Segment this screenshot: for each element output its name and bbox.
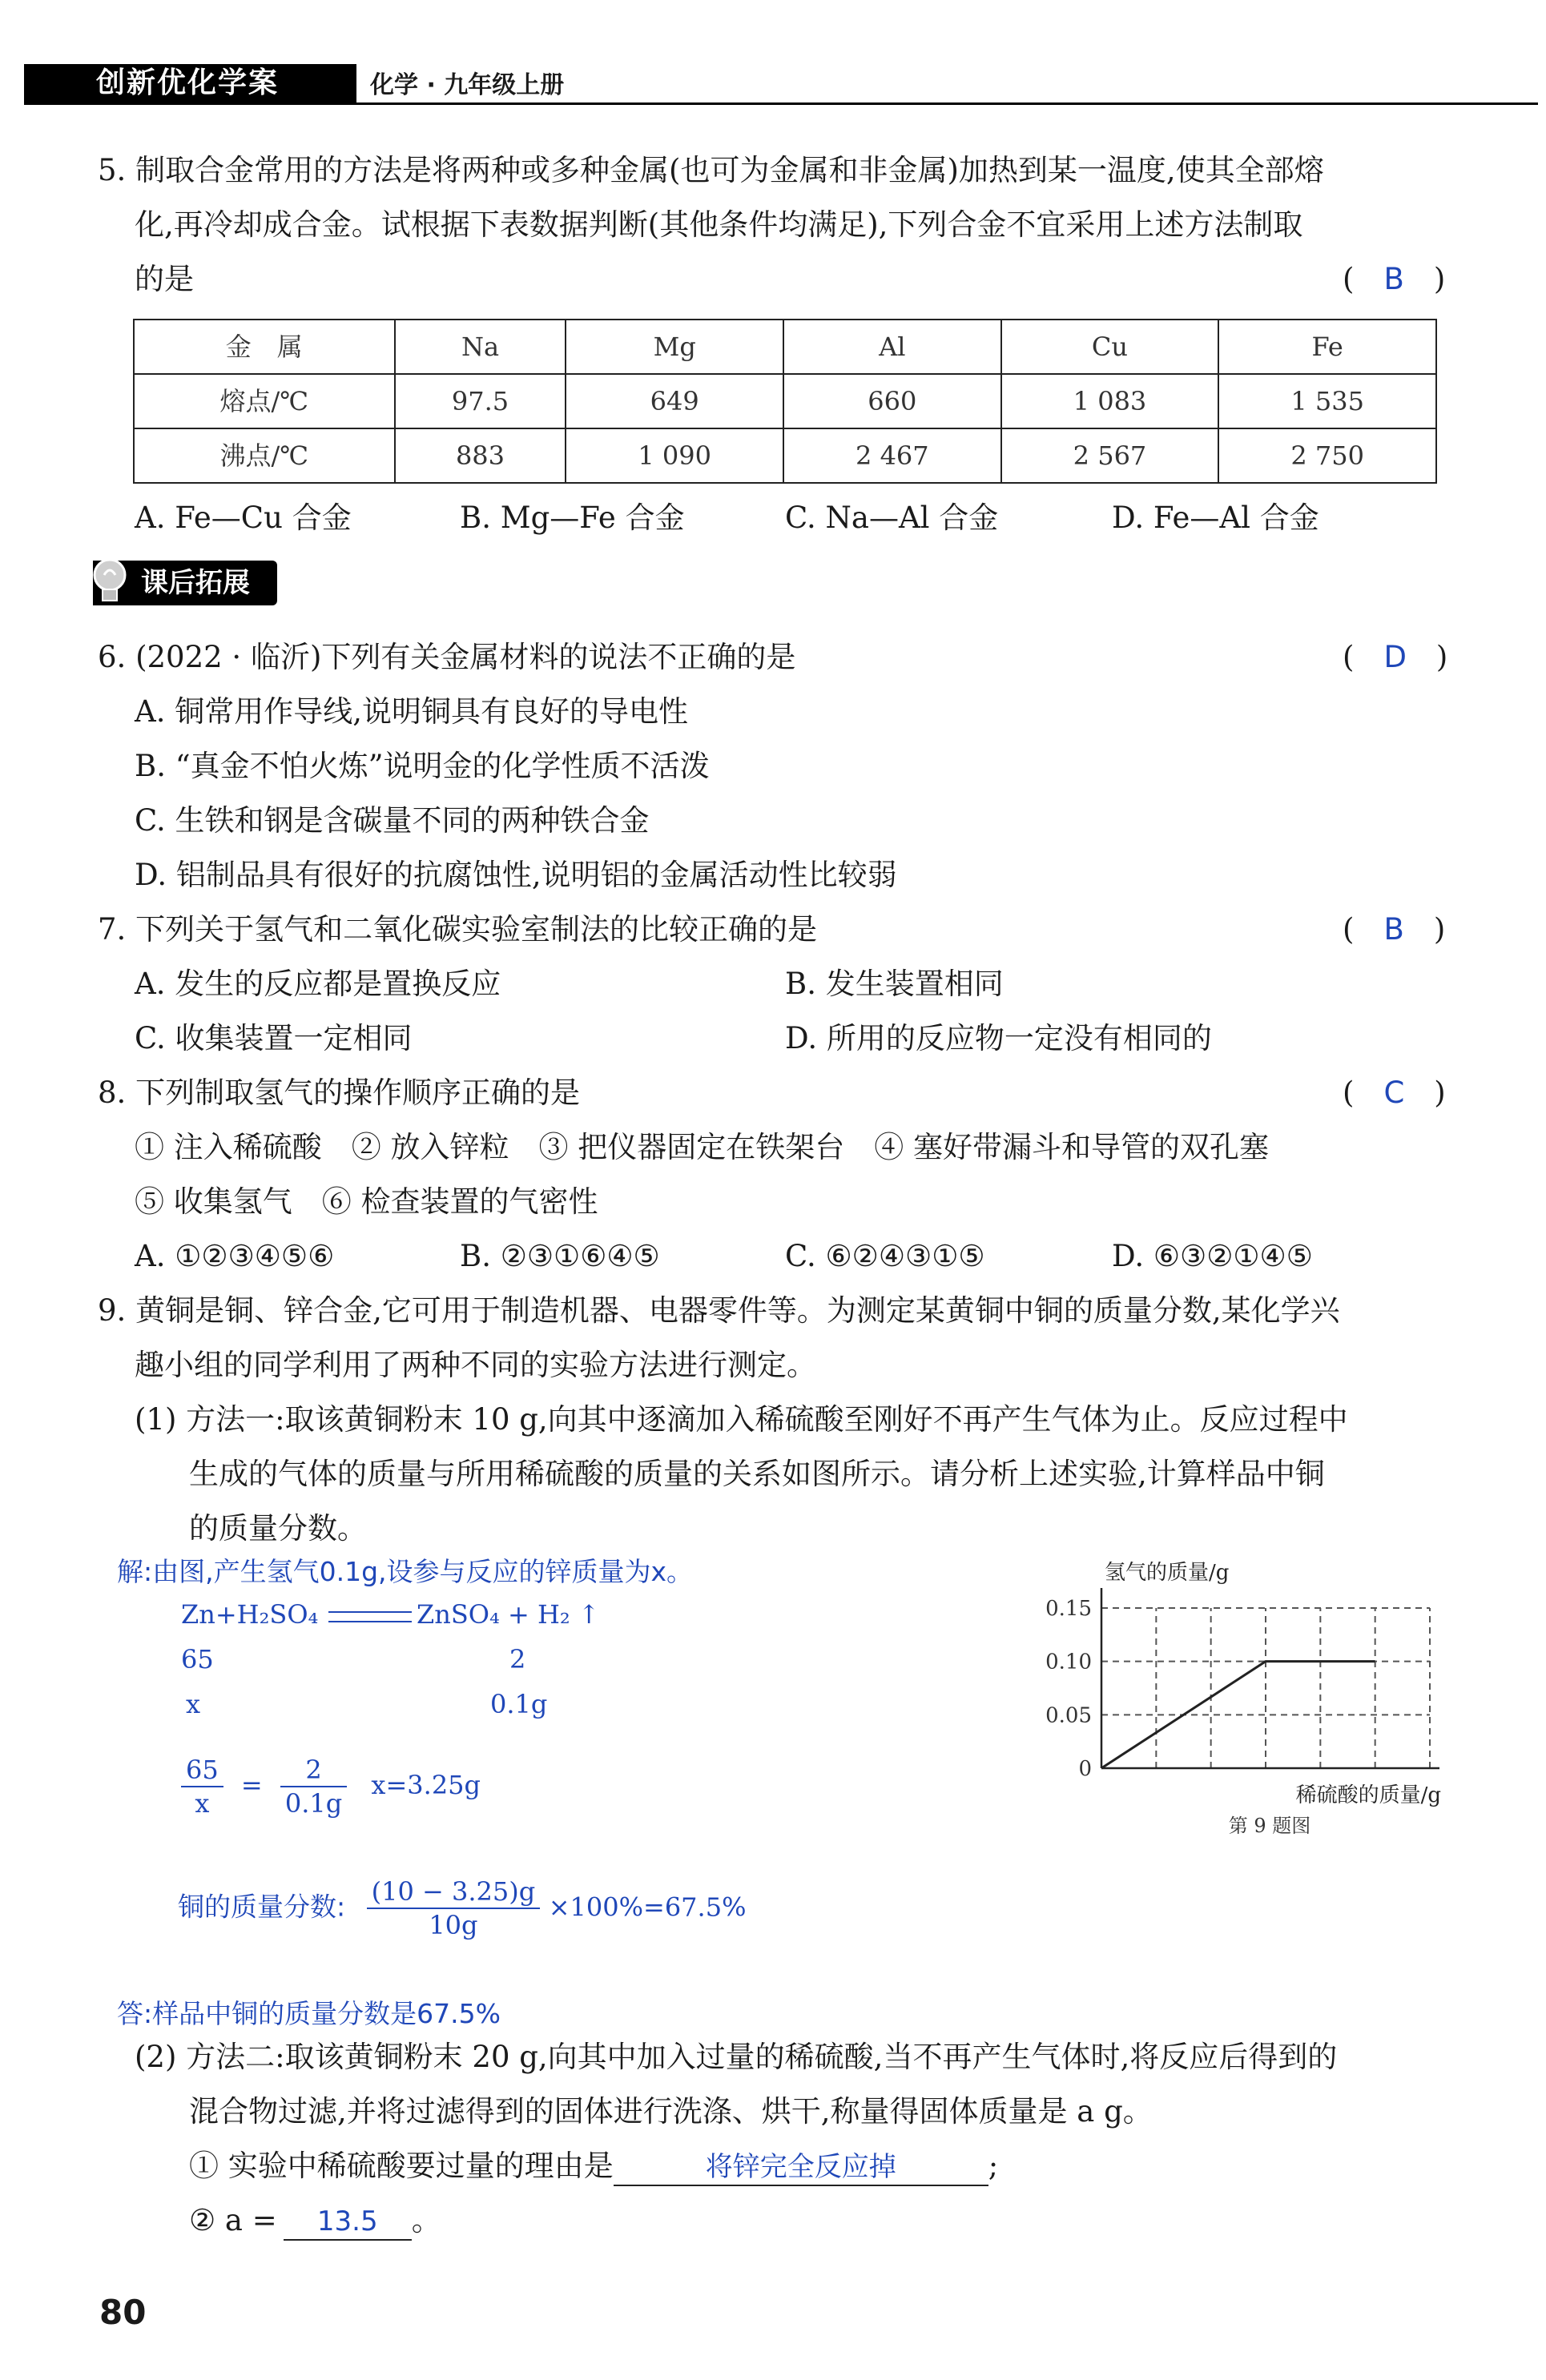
q7-option-b: B. 发生装置相同: [785, 967, 1004, 1001]
q5-option-b: B. Mg—Fe 合金: [460, 501, 685, 535]
solution-mass-h2: 2: [509, 1644, 526, 1674]
q8-steps-1: ① 注入稀硫酸 ② 放入锌粒 ③ 把仪器固定在铁架台 ④ 塞好带漏斗和导管的双孔塞: [135, 1130, 1270, 1164]
table-cell: 660: [783, 374, 1001, 428]
q7-answer: B: [1383, 912, 1404, 947]
mass-fraction-den: 10g: [429, 1910, 478, 1940]
ratio-den1: x: [195, 1788, 210, 1819]
mass-fraction-tail: ×100%=67.5%: [548, 1892, 747, 1923]
q6-option-d: D. 铝制品具有很好的抗腐蚀性,说明铝的金属活动性比较弱: [135, 858, 897, 892]
table-cell: 1 090: [566, 428, 783, 483]
q9-part2-q2-answer: 13.5: [284, 2205, 412, 2241]
table-cell: Cu: [1001, 320, 1219, 374]
solution-mass-zn: 65: [181, 1644, 214, 1674]
q8-steps-2: ⑤ 收集氢气 ⑥ 检查装置的气密性: [135, 1184, 598, 1219]
q9-part2-q1: [189, 2148, 998, 2186]
alloy-table: [133, 319, 1437, 484]
table-row: [134, 320, 1436, 374]
q9-part2-q2-text: ② a =: [189, 2203, 277, 2237]
figure-caption: 第 9 题图: [1228, 1815, 1311, 1834]
q5-line3: 的是: [135, 262, 194, 296]
table-row: [134, 374, 1436, 428]
header-rule: [24, 103, 1538, 105]
table-cell: 沸点/℃: [134, 428, 395, 483]
table-cell: Mg: [566, 320, 783, 374]
table-cell: 2 750: [1218, 428, 1436, 483]
book-title: 化学 · 九年级上册: [370, 71, 565, 99]
q6-option-b: B. “真金不怕火炼”说明金的化学性质不活泼: [135, 749, 710, 783]
q8-option-b: B. ②③①⑥④⑤: [460, 1239, 660, 1273]
q9-part2-q1-text: ① 实验中稀硫酸要过量的理由是: [189, 2149, 614, 2183]
q7-option-c: C. 收集装置一定相同: [135, 1021, 413, 1055]
y-axis-label: 氢气的质量/g: [1105, 1561, 1230, 1585]
q9-part2-line2: 混合物过滤,并将过滤得到的固体进行洗涤、烘干,称量得固体质量是 a g。: [189, 2094, 1153, 2129]
solution-answer: 答:样品中铜的质量分数是67.5%: [117, 1998, 501, 2029]
ratio-num2: 2: [280, 1754, 347, 1787]
y-tick-label: 0.15: [1045, 1597, 1092, 1621]
table-cell: 熔点/℃: [134, 374, 395, 428]
q7-option-a: A. 发生的反应都是置换反应: [135, 967, 501, 1001]
q9-line1: 9. 黄铜是铜、锌合金,它可用于制造机器、电器零件等。为测定某黄铜中铜的质量分数,某化学兴: [98, 1293, 1340, 1328]
y-tick-label: 0.05: [1045, 1703, 1092, 1728]
table-cell: Al: [783, 320, 1001, 374]
q9-part2-line1: (2) 方法二:取该黄铜粉末 20 g,向其中加入过量的稀硫酸,当不再产生气体时,将反应后得到的: [135, 2040, 1338, 2074]
ratio-num1: 65: [181, 1754, 223, 1787]
q9-line2: 趣小组的同学利用了两种不同的实验方法进行测定。: [135, 1348, 816, 1382]
table-cell: 2 567: [1001, 428, 1219, 483]
q9-part2-q1-end: ;: [988, 2149, 999, 2183]
mass-fraction-num: (10 − 3.25)g: [367, 1875, 541, 1909]
lightbulb-icon: [90, 557, 130, 607]
mass-fraction-label: 铜的质量分数:: [178, 1891, 346, 1923]
q8-stem: 8. 下列制取氢气的操作顺序正确的是: [98, 1075, 581, 1110]
q7-stem: 7. 下列关于氢气和二氧化碳实验室制法的比较正确的是: [98, 912, 818, 947]
table-cell: 649: [566, 374, 783, 428]
q6-stem: 6. (2022 · 临沂)下列有关金属材料的说法不正确的是: [98, 640, 796, 674]
q5-answer: B: [1383, 262, 1404, 296]
table-cell: Fe: [1218, 320, 1436, 374]
q7-option-d: D. 所用的反应物一定没有相同的: [785, 1021, 1212, 1055]
q5-option-d: D. Fe—Al 合金: [1112, 501, 1319, 535]
solution-intro: 解:由图,产生氢气0.1g,设参与反应的锌质量为x。: [117, 1556, 694, 1587]
q9-part2-q1-answer: 将锌完全反应掉: [614, 2150, 988, 2186]
q5-line1: 5. 制取合金常用的方法是将两种或多种金属(也可为金属和非金属)加热到某一温度,使其全部熔: [98, 153, 1324, 187]
solution-var-h2: 0.1g: [490, 1689, 548, 1719]
mass-fraction: [178, 1875, 746, 1941]
q5-line2: 化,再冷却成合金。试根据下表数据判断(其他条件均满足),下列合金不宜采用上述方法制取: [135, 207, 1303, 242]
table-cell: 1 535: [1218, 374, 1436, 428]
q9-part2-q2: [189, 2202, 441, 2241]
q5-option-a: A. Fe—Cu 合金: [135, 501, 352, 535]
solution-var-x: x: [186, 1689, 201, 1719]
table-cell: 97.5: [395, 374, 566, 428]
solution-ratio: [181, 1754, 481, 1819]
ratio-result: x=3.25g: [371, 1769, 481, 1800]
table-cell: 883: [395, 428, 566, 483]
table-cell: 1 083: [1001, 374, 1219, 428]
q8-answer: C: [1383, 1075, 1405, 1110]
section-badge: 课后拓展: [93, 561, 277, 605]
solution-eq-left: Zn+H₂SO₄: [181, 1599, 319, 1630]
table-cell: Na: [395, 320, 566, 374]
y-tick-label: 0.10: [1045, 1650, 1092, 1674]
q9-part1-line3: 的质量分数。: [189, 1511, 367, 1546]
x-axis-label: 稀硫酸的质量/g: [1295, 1783, 1441, 1807]
table-row: [134, 428, 1436, 483]
table-cell: 金 属: [134, 320, 395, 374]
q6-option-c: C. 生铁和钢是含碳量不同的两种铁合金: [135, 803, 650, 838]
q5-option-c: C. Na—Al 合金: [785, 501, 999, 535]
solution-eq-right: ZnSO₄ + H₂ ↑: [417, 1599, 600, 1630]
figure-q9: [1033, 1554, 1466, 1834]
y-tick-label: 0: [1078, 1757, 1092, 1781]
q5-answer-paren: ( B ): [1343, 262, 1446, 296]
q6-answer-paren: ( D ): [1343, 640, 1448, 674]
ratio-equals: =: [240, 1769, 263, 1800]
q8-option-c: C. ⑥②④③①⑤: [785, 1239, 985, 1273]
q8-answer-paren: ( C ): [1343, 1075, 1446, 1110]
q9-part1-line2: 生成的气体的质量与所用稀硫酸的质量的关系如图所示。请分析上述实验,计算样品中铜: [189, 1457, 1325, 1491]
q8-option-a: A. ①②③④⑤⑥: [135, 1239, 335, 1273]
ratio-den2: 0.1g: [284, 1788, 343, 1819]
q6-option-a: A. 铜常用作导线,说明铜具有良好的导电性: [135, 694, 689, 729]
table-cell: 2 467: [783, 428, 1001, 483]
page-number: 80: [99, 2293, 147, 2332]
hydrogen-mass-chart: [1033, 1554, 1466, 1834]
q8-option-d: D. ⑥③②①④⑤: [1112, 1239, 1313, 1273]
q6-answer: D: [1383, 640, 1407, 674]
q9-part1-line1: (1) 方法一:取该黄铜粉末 10 g,向其中逐滴加入稀硫酸至刚好不再产生气体为止。反应过程中: [135, 1402, 1348, 1437]
equation-arrow: [328, 1611, 412, 1622]
brand-banner: 创新优化学案: [24, 64, 356, 103]
q9-part2-q2-end: 。: [411, 2203, 441, 2237]
q7-answer-paren: ( B ): [1343, 912, 1446, 947]
